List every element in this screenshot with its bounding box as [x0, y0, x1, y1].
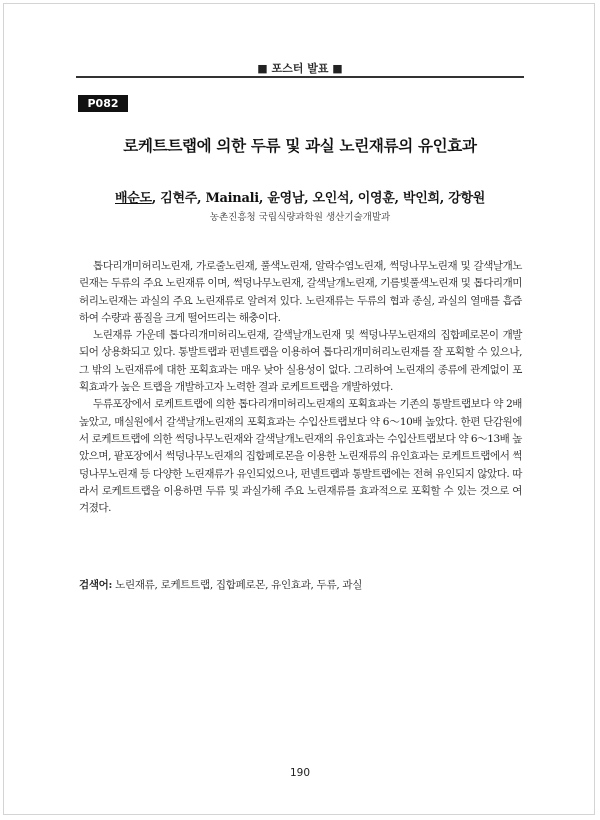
keywords-values: 노린재류, 로케트트랩, 집합페로몬, 유인효과, 두류, 과실: [115, 579, 363, 591]
keywords-label: 검색어:: [79, 579, 113, 591]
co-authors: , 김현주, Mainali, 윤영남, 오인석, 이영훈, 박인희, 강항원: [151, 191, 485, 206]
section-header: ■ 포스터 발표 ■: [257, 62, 343, 75]
author-list: [76, 187, 524, 206]
abstract-paragraph-2: 노린재류 가운데 톱다리개미허리노린재, 갈색날개노린재 및 썩덩나무노린재의 집합페로몬이 개발되어 상용화되고 있다. 통발트랩과 펀넬트랩을 이용하여 톱다리개미허리노린재를 잘 포획할 수 있으나, 그 밖의 노린재류에 대한 포획효과는 매우 낮아 실용성이 없다. 그리하여 노린재의 종류에 관계없이 포획효과가 높은 트랩을 개발하고자 노력한 결과 로케트트랩을 개발하였다.: [79, 329, 522, 394]
abstract-body: [79, 258, 522, 517]
first-author: 배순도: [115, 191, 152, 206]
keywords-line: [79, 577, 522, 592]
paper-title: 로케트트랩에 의한 두류 및 과실 노린재류의 유인효과: [123, 137, 477, 155]
poster-id-badge: P082: [78, 95, 128, 112]
header-divider: [76, 76, 524, 78]
abstract-paragraph-1: 톱다리개미허리노린재, 가로줄노린재, 풀색노린재, 알락수염노린재, 썩덩나무노린재 및 갈색날개노린재는 두류의 주요 노린재류 이며, 썩덩나무노린재, 갈색날개노린재, 기름빛풀색노린재 및 톱다리개미허리노린재는 과실의 주요 노린재류로 알려져 있다. 노린재류는 두류의 협과 종실, 과실의 열매를 흡즙하여 수량과 품질을 크게 떨어뜨리는 해충이다.: [79, 260, 522, 324]
page-number: 190: [289, 767, 311, 779]
affiliation: 농촌진흥청 국립식량과학원 생산기술개발과: [209, 212, 391, 223]
abstract-paragraph-3: 두류포장에서 로케트트랩에 의한 톱다리개미허리노린재의 포획효과는 기존의 통발트랩보다 약 2배 높았고, 매실원에서 갈색날개노린재의 포획효과는 수입산트랩보다 약 6～10배 높았다. 한편 단감원에서 로케트트랩에 의한 썩덩나무노린재와 갈색날개노린재의 유인효과는 수입산트랩보다 약 6～13배 높았으며, 팥포장에서 썩덩나무노린재의 집합페로몬을 이용한 노린재류의 유인효과는 로케트트랩에서 썩덩나무노린재 등 다양한 노린재류가 유인되었으나, 펀넬트랩과 통발트랩에는 전혀 유인되지 않았다. 따라서 로케트트랩을 이용하면 두류 및 과실가해 주요 노린재류를 효과적으로 포획할 수 있는 것으로 여겨졌다.: [79, 398, 522, 515]
